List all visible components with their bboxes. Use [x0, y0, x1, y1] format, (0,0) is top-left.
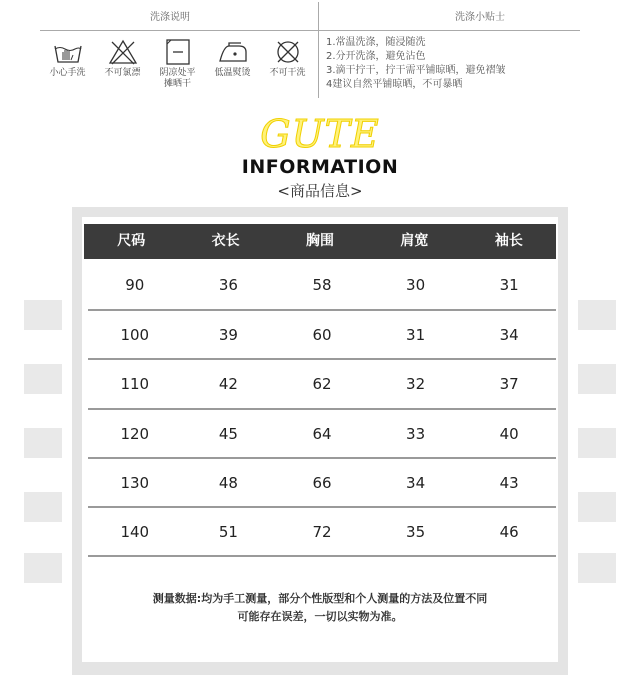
care-tip: 2.分开洗涤，避免沾色 [326, 51, 426, 62]
measurement-note [100, 590, 540, 626]
table-row [88, 409, 556, 458]
table-cell: 100 [120, 325, 150, 344]
row-divider [88, 555, 556, 557]
no-dry-clean-icon [272, 38, 304, 66]
care-item-no-dry-clean [260, 38, 315, 90]
brand-logo-text: GUTE [260, 112, 380, 156]
side-decoration [578, 553, 616, 583]
table-cell: 43 [499, 473, 519, 492]
table-row [88, 458, 556, 507]
table-cell: 48 [218, 473, 238, 492]
care-item-label: 不可干洗 [269, 68, 306, 78]
side-decoration [24, 364, 62, 394]
table-cell: 130 [120, 473, 150, 492]
side-decoration [24, 492, 62, 522]
table-row [88, 507, 556, 556]
side-decoration [578, 428, 616, 458]
table-cell: 72 [312, 522, 332, 541]
table-cell: 34 [499, 325, 519, 344]
table-cell: 51 [218, 522, 238, 541]
table-cell: 37 [499, 374, 519, 393]
table-cell: 33 [406, 424, 426, 443]
table-cell: 30 [406, 275, 426, 294]
table-cell: 31 [499, 275, 519, 294]
table-cell: 58 [312, 275, 332, 294]
table-cell: 140 [120, 522, 150, 541]
table-cell: 64 [312, 424, 332, 443]
care-tip: 3.滴干拧干，拧干需平铺晾晒，避免褶皱 [326, 65, 506, 76]
information-title: INFORMATION [241, 156, 399, 178]
table-row [88, 260, 556, 309]
hand-wash-icon [52, 38, 84, 66]
shade-flat-dry-icon [162, 38, 194, 66]
care-item-hand-wash [40, 38, 95, 90]
care-item-shade-dry [150, 38, 205, 90]
care-divider-horizontal [40, 30, 580, 31]
table-row [88, 310, 556, 359]
care-tips-header: 洗涤小贴士 [455, 12, 505, 23]
care-instructions-header: 洗涤说明 [150, 12, 190, 23]
care-item-label: 低温熨烫 [214, 68, 251, 78]
header-shoulder: 肩宽 [400, 233, 429, 249]
header-chest: 胸围 [306, 233, 335, 249]
header-sleeve: 袖长 [494, 233, 523, 249]
table-cell: 39 [218, 325, 238, 344]
measurement-note-line: 可能存在误差，一切以实物为准。 [237, 610, 403, 623]
care-item-label: 小心手洗 [49, 68, 86, 78]
table-cell: 46 [499, 522, 519, 541]
care-item-low-iron [205, 38, 260, 90]
side-decoration [578, 364, 616, 394]
table-cell: 120 [120, 424, 150, 443]
side-decoration [24, 428, 62, 458]
table-cell: 42 [218, 374, 238, 393]
side-decoration [24, 300, 62, 330]
header-size: 尺码 [117, 233, 146, 249]
no-bleach-icon [107, 38, 139, 66]
low-temp-iron-icon [217, 38, 249, 66]
table-cell: 36 [218, 275, 238, 294]
side-decoration [578, 492, 616, 522]
table-cell: 60 [312, 325, 332, 344]
table-cell: 35 [406, 522, 426, 541]
table-cell: 31 [406, 325, 426, 344]
table-cell: 62 [312, 374, 332, 393]
table-cell: 110 [120, 374, 150, 393]
measurement-note-line: 测量数据:均为手工测量，部分个性版型和个人测量的方法及位置不同 [152, 592, 488, 605]
side-decoration [578, 300, 616, 330]
table-cell: 32 [406, 374, 426, 393]
care-tip: 1.常温洗涤，随浸随洗 [326, 37, 426, 48]
table-row [88, 359, 556, 408]
size-table-header [84, 224, 556, 259]
care-item-no-bleach [95, 38, 150, 90]
care-icons [40, 38, 315, 90]
care-item-label: 不可氯漂 [104, 68, 141, 78]
header-length: 衣长 [211, 233, 240, 249]
table-cell: 45 [218, 424, 238, 443]
information-subtitle: <商品信息> [277, 182, 363, 200]
table-cell: 90 [125, 275, 145, 294]
table-cell: 40 [499, 424, 519, 443]
care-tips [326, 36, 626, 92]
table-cell: 34 [406, 473, 426, 492]
care-tip: 4建议自然平铺晾晒，不可暴晒 [326, 79, 463, 90]
care-divider-vertical [318, 2, 319, 98]
table-cell: 66 [312, 473, 332, 492]
side-decoration [24, 553, 62, 583]
care-item-label: 阴凉处平 摊晒干 [159, 68, 196, 89]
care-section [0, 0, 640, 100]
